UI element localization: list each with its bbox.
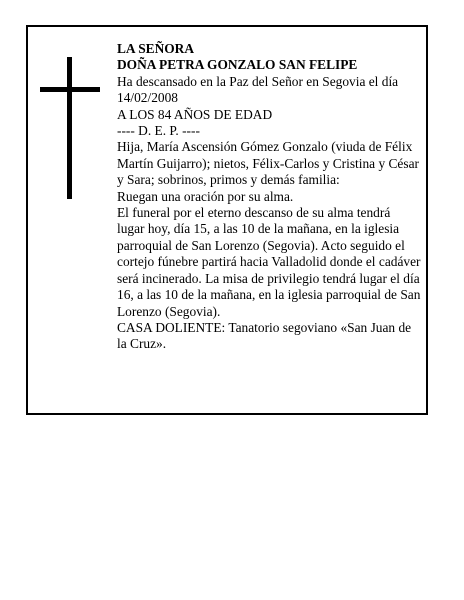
cross-vertical-bar bbox=[67, 57, 72, 199]
age-line: A LOS 84 AÑOS DE EDAD bbox=[117, 106, 273, 122]
funeral-details: El funeral por el eterno descanso de su alma tendrá lugar hoy, día 15, a las 10 de la mañana, en la iglesia parroquial de San Lorenzo (Segovia). Acto seguido el cortejo fúnebre partirá hacia Valladolid donde el cadáver será incinerado. La misa de privilegio tendrá lugar el día 16, a las 10 de la mañana, en la iglesia parroquial de San Lorenzo (Segovia). bbox=[117, 205, 421, 319]
obituary-heading: LA SEÑORA bbox=[117, 41, 195, 56]
mourning-house: CASA DOLIENTE: Tanatorio segoviano «San Juan de la Cruz». bbox=[117, 319, 412, 352]
prayer-request: Ruegan una oración por su alma. bbox=[117, 188, 294, 204]
obituary-text bbox=[117, 41, 421, 353]
cross-horizontal-bar bbox=[40, 87, 100, 92]
family-list: Hija, María Ascensión Gómez Gonzalo (viuda de Félix Martín Guijarro); nietos, Félix-Carlos y Cristina y César y Sara; sobrinos, primos y demás familia: bbox=[117, 139, 419, 188]
cross-icon bbox=[40, 57, 100, 199]
obituary-notice bbox=[26, 25, 428, 415]
deceased-name: DOÑA PETRA GONZALO SAN FELIPE bbox=[117, 57, 358, 73]
rest-statement: Ha descansado en la Paz del Señor en Segovia el día 14/02/2008 bbox=[117, 73, 399, 106]
rip-line: ---- D. E. P. ---- bbox=[117, 123, 200, 139]
